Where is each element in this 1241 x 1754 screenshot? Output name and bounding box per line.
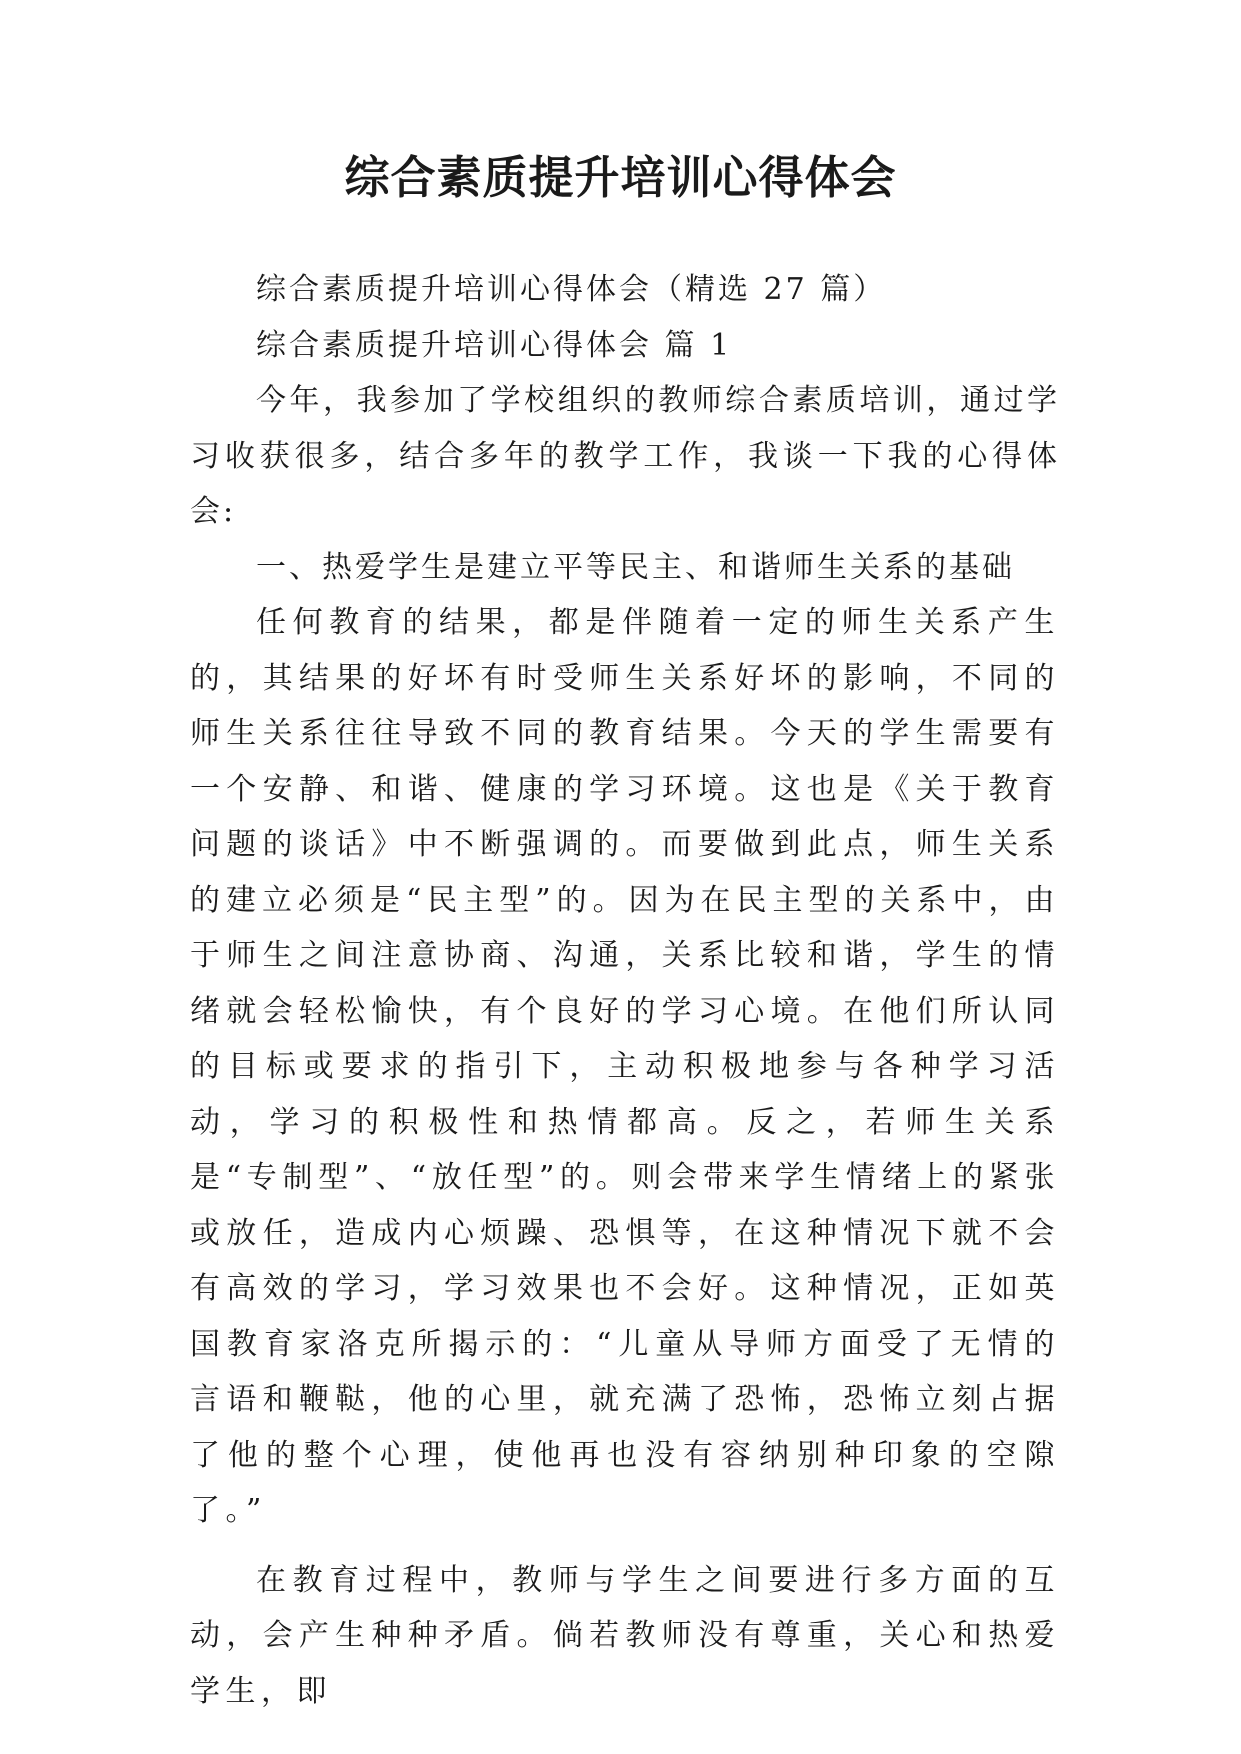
section-heading: 综合素质提升培训心得体会 篇 1 <box>256 327 733 363</box>
paragraph-main: 任何教育的结果，都是伴随着一定的师生关系产生的，其结果的好坏有时受师生关系好坏的影响，不同的师生关系往往导致不同的教育结果。今天的学生需要有一个安静、和谐、健康的学习环境。这也是《关于教育问题的谈话》中不断强调的。而要做到此点，师生关系的建立必须是“民主型”的。因为在民主型的关系中，由于师生之间注意协商、沟通，关系比较和谐，学生的情绪就会轻松愉快，有个良好的学习心境。在他们所认同的目标或要求的指引下，主动积极地参与各种学习活动，学习的积极性和热情都高。反之，若师生关系是“专制型”、“放任型”的。则会带来学生情绪上的紧张或放任，造成内心烦躁、恐惧等，在这种情况下就不会有高效的学习，学习效果也不会好。这种情况，正如英国教育家洛克所揭示的：“儿童从导师方面受了无情的言语和鞭鞑，他的心里，就充满了恐怖，恐怖立刻占据了他的整个心理，使他再也没有容纳别种印象的空隙了。” <box>190 605 1060 1528</box>
paragraph-intro: 今年，我参加了学校组织的教师综合素质培训，通过学习收获很多，结合多年的教学工作，我谈一下我的心得体会: <box>190 383 1060 529</box>
paragraph-continued: 在教育过程中，教师与学生之间要进行多方面的互动，会产生种种矛盾。倘若教师没有尊重，关心和热爱学生，即 <box>190 1562 1060 1709</box>
paragraph-heading-one: 一、热爱学生是建立平等民主、和谐师生关系的基础 <box>256 549 1015 585</box>
document-body <box>190 262 1060 1719</box>
document-subtitle: 综合素质提升培训心得体会（精选 27 篇） <box>256 272 887 307</box>
document-title: 综合素质提升培训心得体会 <box>344 151 897 204</box>
